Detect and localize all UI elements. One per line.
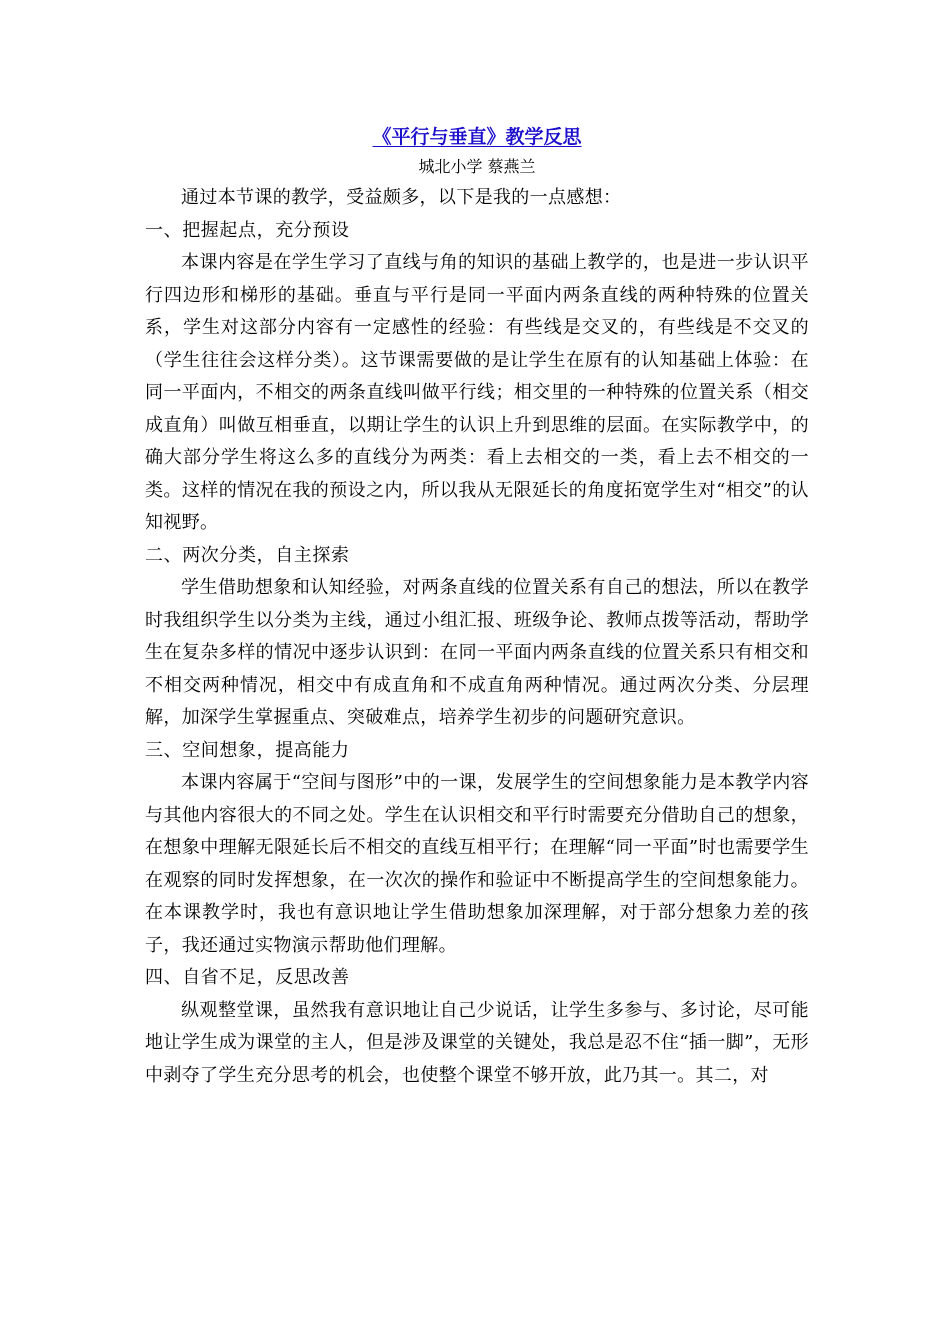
intro-paragraph: 通过本节课的教学，受益颇多，以下是我的一点感想：	[181, 187, 622, 208]
section-heading-4: 四、自省不足，反思改善	[145, 967, 350, 988]
section-heading-3: 三、空间想象，提高能力	[145, 739, 350, 761]
section-body-3: 本课内容属于“空间与图形”中的一课，发展学生的空间想象能力是本教学内容与其他内容很大的不同之处。学生在认识相交和平行时需要充分借助自己的想象，在想象中理解无限延长后不相交的直线互相平行；在理解“同一平面”时也需要学生在观察的同时发挥想象，在一次次的操作和验证中不断提高学生的空间想象能力。在本课教学时，我也有意识地让学生借助想象加深理解，对于部分想象力差的孩子，我还通过实物演示帮助他们理解。	[145, 772, 809, 956]
document-title	[145, 122, 809, 152]
document-page	[145, 122, 809, 1092]
section-body-1: 本课内容是在学生学习了直线与角的知识的基础上教学的，也是进一步认识平行四边形和梯形的基础。垂直与平行是同一平面内两条直线的两种特殊的位置关系，学生对这部分内容有一定感性的经验：有些线是交叉的，有些线是不交叉的（学生往往会这样分类）。这节课需要做的是让学生在原有的认知基础上体验：在同一平面内，不相交的两条直线叫做平行线；相交里的一种特殊的位置关系（相交成直角）叫做互相垂直，以期让学生的认识上升到思维的层面。在实际教学中，的确大部分学生将这么多的直线分为两类：看上去相交的一类，看上去不相交的一类。这样的情况在我的预设之内，所以我从无限延长的角度拓宽学生对“相交”的认知视野。	[145, 252, 809, 533]
section-heading-1: 一、把握起点，充分预设	[145, 219, 350, 241]
document-author: 城北小学 蔡燕兰	[418, 157, 536, 176]
title-link[interactable]: 《平行与垂直》教学反思	[372, 126, 582, 148]
section-body-2: 学生借助想象和认知经验，对两条直线的位置关系有自己的想法，所以在教学时我组织学生以分类为主线，通过小组汇报、班级争论、教师点拨等活动，帮助学生在复杂多样的情况中逐步认识到：在同一平面内两条直线的位置关系只有相交和不相交两种情况，相交中有成直角和不成直角两种情况。通过两次分类、分层理解，加深学生掌握重点、突破难点，培养学生初步的问题研究意识。	[145, 577, 809, 728]
section-heading-2: 二、两次分类，自主探索	[145, 544, 350, 566]
section-body-4: 纵观整堂课，虽然我有意识地让自己少说话，让学生多参与、多讨论，尽可能地让学生成为课堂的主人，但是涉及课堂的关键处，我总是忍不住“插一脚”，无形中剥夺了学生充分思考的机会，也使整个课堂不够开放，此乃其一。其二，对	[145, 999, 809, 1086]
